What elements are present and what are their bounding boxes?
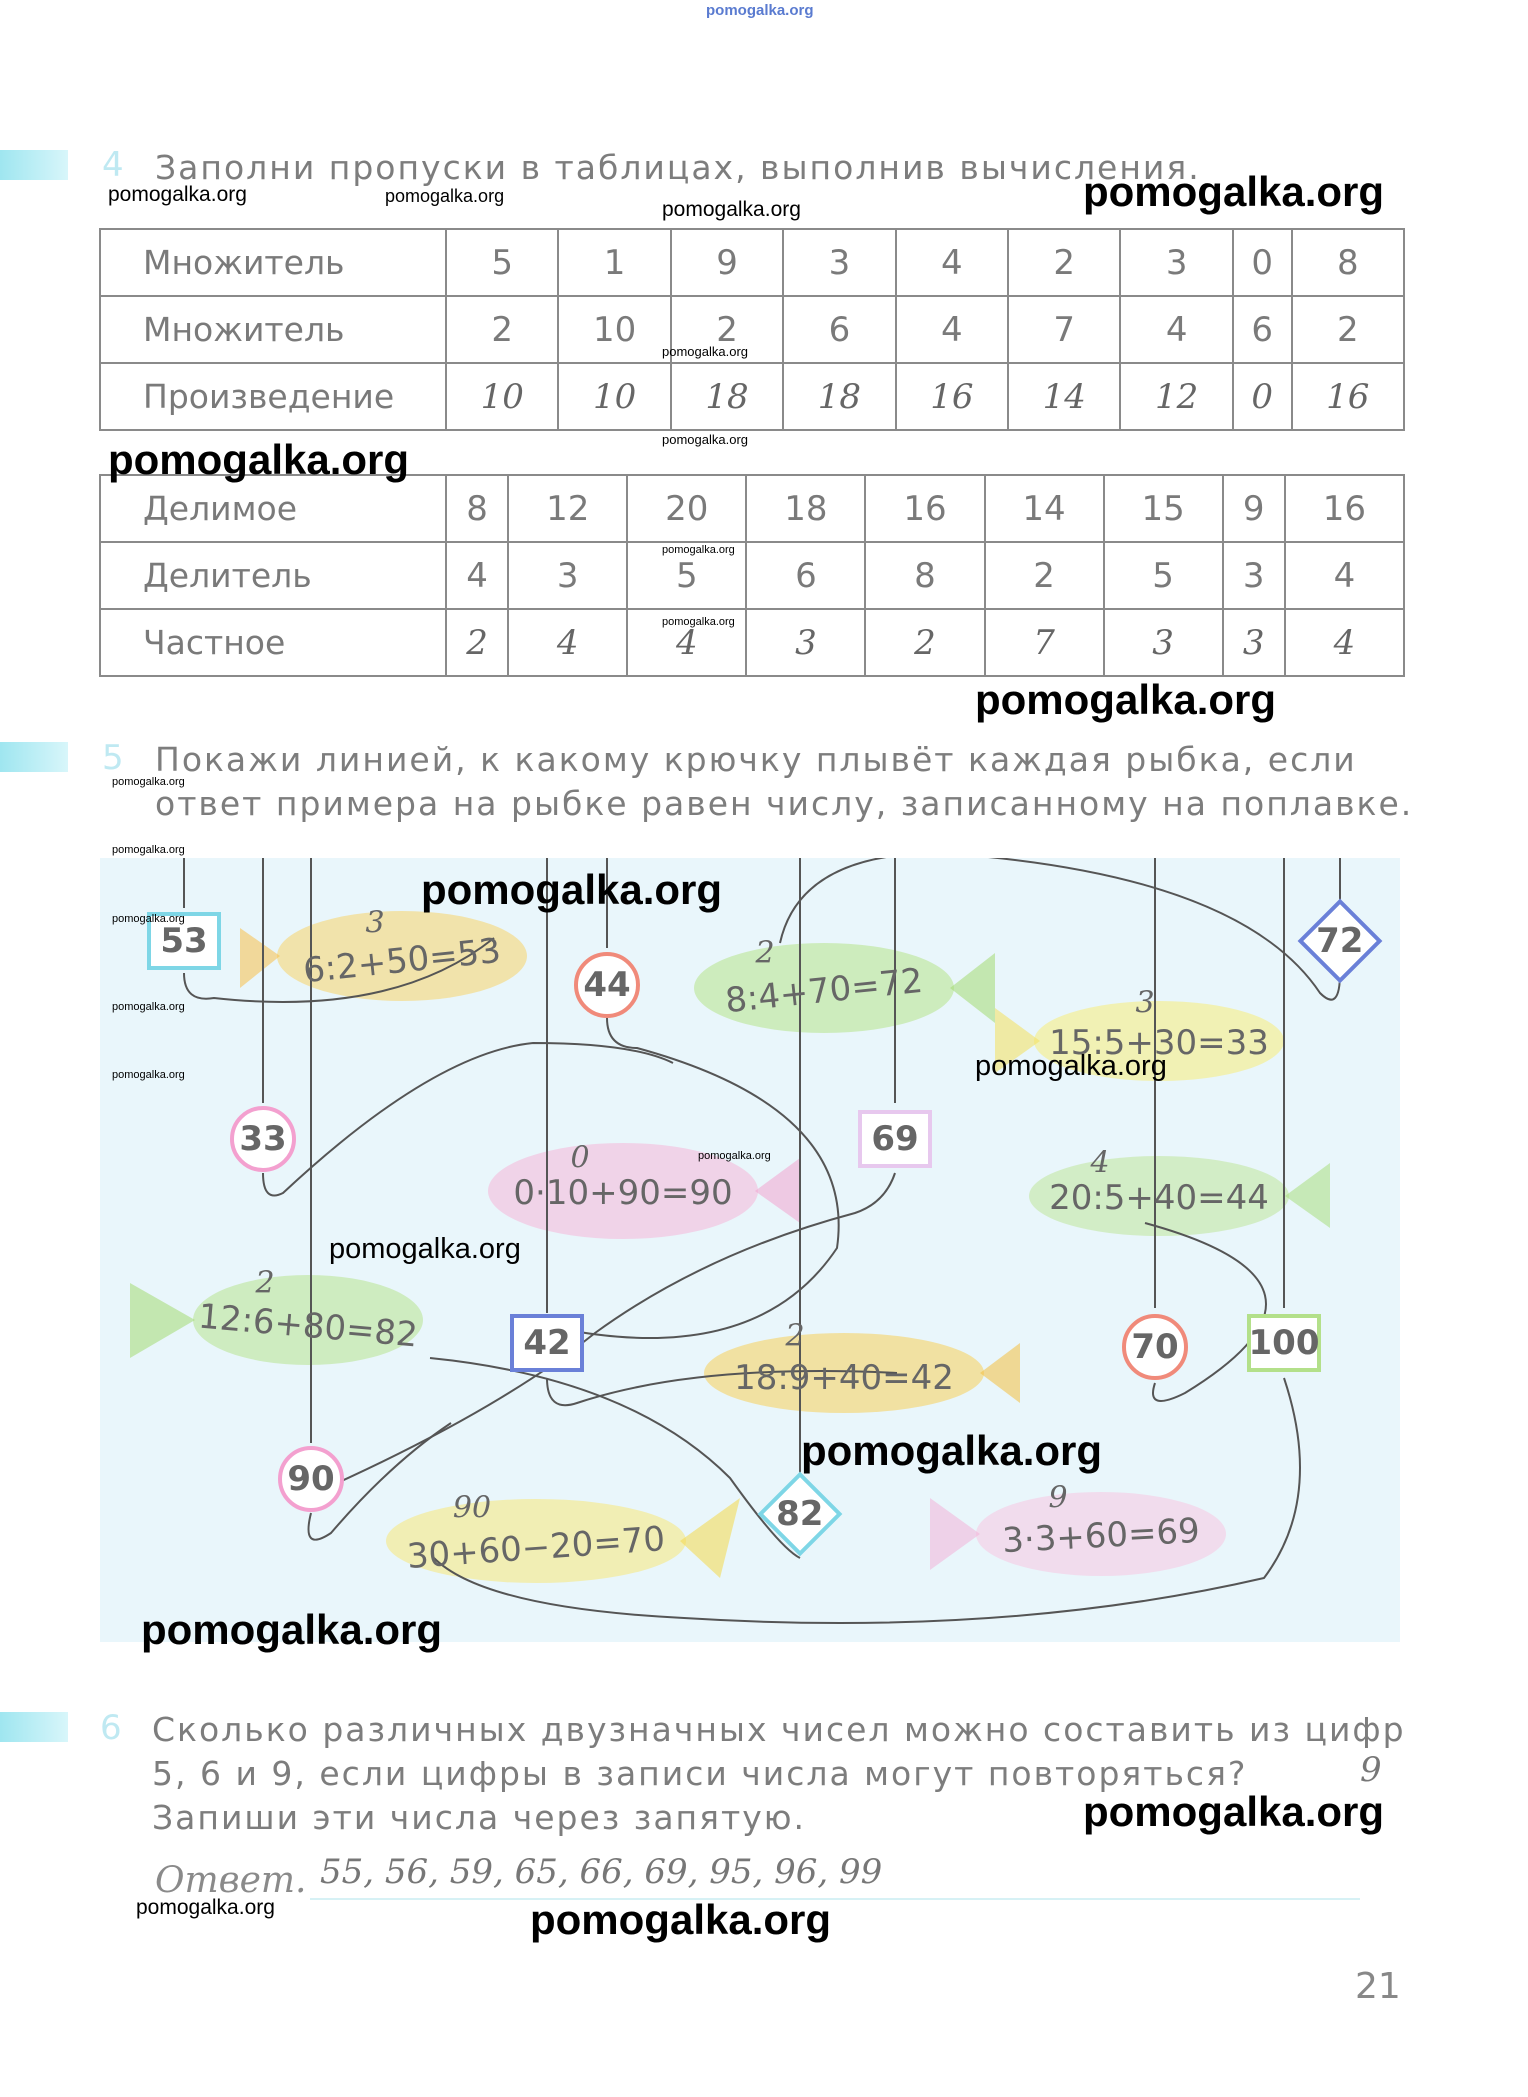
table-cell: 3	[1120, 229, 1232, 296]
table-cell: 3	[508, 542, 627, 609]
count-answer: 9	[1360, 1750, 1382, 1790]
answer-cell[interactable]: 4	[508, 609, 627, 676]
table-cell: 2	[1292, 296, 1404, 363]
fish-equation: 20:5+40=44	[1049, 1178, 1269, 1218]
answer-line	[310, 1898, 1360, 1900]
task-marker	[0, 742, 68, 772]
answer-cell[interactable]: 10	[558, 363, 670, 430]
table-cell: 6	[783, 296, 895, 363]
table-row	[100, 296, 1404, 363]
table-cell: 14	[985, 475, 1104, 542]
answer-cell[interactable]: 2	[865, 609, 984, 676]
fish-tail	[130, 1283, 195, 1358]
table-cell: 4	[896, 229, 1008, 296]
watermark: pomogalka.org	[801, 1427, 1103, 1474]
watermark: pomogalka.org	[112, 1069, 185, 1081]
watermark: pomogalka.org	[385, 186, 505, 206]
answer-cell[interactable]: 12	[1120, 363, 1232, 430]
table-cell: 5	[446, 229, 558, 296]
fish-note: 2	[755, 935, 775, 971]
table-row	[100, 229, 1404, 296]
float-70: 70	[1122, 1314, 1188, 1380]
fish-tail	[680, 1498, 740, 1578]
fish-tail	[240, 928, 280, 988]
row-label: Частное	[100, 609, 446, 676]
fish-note: 0	[570, 1140, 590, 1176]
table-cell: 12	[508, 475, 627, 542]
fish-note: 3	[365, 905, 385, 941]
task-number: 4	[102, 145, 124, 185]
table-cell: 2	[985, 542, 1104, 609]
watermark: pomogalka.org	[141, 1606, 443, 1653]
watermark: pomogalka.org	[662, 544, 735, 556]
table-cell: 0	[1233, 229, 1292, 296]
watermark: pomogalka.org	[108, 436, 410, 483]
fishing-pond-illustration	[100, 858, 1400, 1642]
fish-tail	[980, 1343, 1020, 1403]
fish-tail	[950, 953, 995, 1023]
table-cell: 2	[671, 296, 783, 363]
top-watermark: pomogalka.org	[706, 2, 814, 19]
table-cell: 7	[1008, 296, 1120, 363]
float-100: 100	[1247, 1314, 1321, 1372]
answer-cell[interactable]: 7	[985, 609, 1104, 676]
multiplication-table	[99, 228, 1405, 431]
answer-label: Ответ.	[155, 1860, 307, 1901]
task5-line1: Покажи линией, к какому крючку плывёт каждая рыбка, если	[155, 740, 1357, 779]
fish-lines	[100, 858, 1400, 1642]
float-53: 53	[147, 912, 221, 970]
fish-tail	[930, 1498, 980, 1570]
division-table	[99, 474, 1405, 677]
page-number: 21	[1355, 1966, 1401, 2007]
table-row	[100, 542, 1404, 609]
float-44: 44	[574, 952, 640, 1018]
table-cell: 4	[446, 542, 508, 609]
table-cell: 2	[446, 296, 558, 363]
task-number: 5	[102, 738, 124, 778]
task6-line3: Запиши эти числа через запятую.	[152, 1798, 807, 1837]
table-cell: 16	[865, 475, 984, 542]
fish-equation: 12:6+80=82	[196, 1296, 420, 1356]
float-69: 69	[858, 1110, 932, 1168]
answer-cell[interactable]: 3	[1104, 609, 1223, 676]
table-cell: 16	[1285, 475, 1404, 542]
float-33: 33	[230, 1106, 296, 1172]
answer-cell[interactable]: 4	[627, 609, 746, 676]
fish-tail	[755, 1158, 800, 1223]
answer-field[interactable]: 55, 56, 59, 65, 66, 69, 95, 96, 99	[320, 1852, 883, 1892]
row-label: Произведение	[100, 363, 446, 430]
watermark: pomogalka.org	[662, 198, 801, 221]
table-row	[100, 475, 1404, 542]
table-cell: 15	[1104, 475, 1223, 542]
table-cell: 20	[627, 475, 746, 542]
watermark: pomogalka.org	[112, 1001, 185, 1013]
watermark: pomogalka.org	[975, 1050, 1167, 1082]
task4-text: Заполни пропуски в таблицах, выполнив вычисления.	[155, 148, 1201, 187]
watermark: pomogalka.org	[530, 1896, 832, 1943]
answer-cell[interactable]: 2	[446, 609, 508, 676]
table-cell: 10	[558, 296, 670, 363]
fish-note: 90	[452, 1490, 492, 1526]
task6-line2: 5, 6 и 9, если цифры в записи числа могут повторяться?	[152, 1754, 1248, 1793]
table-cell: 4	[1285, 542, 1404, 609]
float-90: 90	[278, 1446, 344, 1512]
table-cell: 8	[446, 475, 508, 542]
answer-cell[interactable]: 3	[746, 609, 865, 676]
answer-cell[interactable]: 10	[446, 363, 558, 430]
table-cell: 6	[746, 542, 865, 609]
table-cell: 4	[1120, 296, 1232, 363]
table-cell: 1	[558, 229, 670, 296]
watermark: pomogalka.org	[108, 183, 247, 206]
fish-equation: 0·10+90=90	[513, 1173, 733, 1213]
watermark: pomogalka.org	[662, 616, 735, 628]
row-label: Делитель	[100, 542, 446, 609]
float-label: 82	[776, 1493, 824, 1534]
table-cell: 5	[627, 542, 746, 609]
fish-equation: 3·3+60=69	[1001, 1510, 1201, 1562]
answer-cell[interactable]: 4	[1285, 609, 1404, 676]
table-cell: 3	[783, 229, 895, 296]
task-marker	[0, 150, 68, 180]
table-cell: 8	[865, 542, 984, 609]
table-cell: 5	[1104, 542, 1223, 609]
float-42: 42	[510, 1314, 584, 1372]
fish-note: 2	[785, 1318, 805, 1354]
watermark: pomogalka.org	[112, 844, 185, 856]
answer-cell[interactable]: 16	[896, 363, 1008, 430]
table-row	[100, 363, 1404, 430]
table-cell: 3	[1223, 542, 1285, 609]
task5-line2: ответ примера на рыбке равен числу, записанному на поплавке.	[155, 784, 1414, 823]
fish-equation: 6:2+50=53	[301, 930, 503, 992]
watermark: pomogalka.org	[329, 1233, 521, 1265]
fish-note: 4	[1090, 1145, 1110, 1181]
fish-equation: 15:5+30=33	[1049, 1023, 1269, 1063]
table-cell: 9	[671, 229, 783, 296]
watermark: pomogalka.org	[1083, 168, 1385, 215]
watermark: pomogalka.org	[112, 776, 185, 788]
watermark: pomogalka.org	[975, 676, 1277, 723]
watermark: pomogalka.org	[1083, 1788, 1385, 1835]
task-number: 6	[100, 1708, 122, 1748]
table-cell: 8	[1292, 229, 1404, 296]
table-cell: 9	[1223, 475, 1285, 542]
row-label: Множитель	[100, 229, 446, 296]
watermark: pomogalka.org	[421, 866, 723, 913]
table-row	[100, 609, 1404, 676]
answer-cell[interactable]: 18	[671, 363, 783, 430]
fish-note: 9	[1048, 1480, 1068, 1516]
answer-cell[interactable]: 16	[1292, 363, 1404, 430]
fish-note: 2	[255, 1265, 275, 1301]
float-label: 72	[1316, 920, 1364, 961]
task6-line1: Сколько различных двузначных чисел можно составить из цифр	[152, 1710, 1406, 1749]
fish-equation: 18:9+40=42	[734, 1358, 954, 1398]
answer-cell[interactable]: 18	[783, 363, 895, 430]
answer-cell[interactable]: 3	[1223, 609, 1285, 676]
row-label: Множитель	[100, 296, 446, 363]
row-label: Делимое	[100, 475, 446, 542]
answer-cell[interactable]: 0	[1233, 363, 1292, 430]
watermark: pomogalka.org	[136, 1896, 275, 1919]
table-cell: 18	[746, 475, 865, 542]
fish-note: 3	[1135, 985, 1155, 1021]
watermark: pomogalka.org	[112, 913, 185, 925]
table-cell: 4	[896, 296, 1008, 363]
watermark: pomogalka.org	[698, 1150, 771, 1162]
answer-cell[interactable]: 14	[1008, 363, 1120, 430]
task-marker	[0, 1712, 68, 1742]
watermark: pomogalka.org	[662, 344, 748, 359]
watermark: pomogalka.org	[662, 432, 748, 447]
table-cell: 2	[1008, 229, 1120, 296]
fish-tail	[1285, 1163, 1330, 1228]
fish-equation: 8:4+70=72	[723, 960, 925, 1022]
fish-equation: 30+60−20=70	[405, 1519, 667, 1577]
table-cell: 6	[1233, 296, 1292, 363]
